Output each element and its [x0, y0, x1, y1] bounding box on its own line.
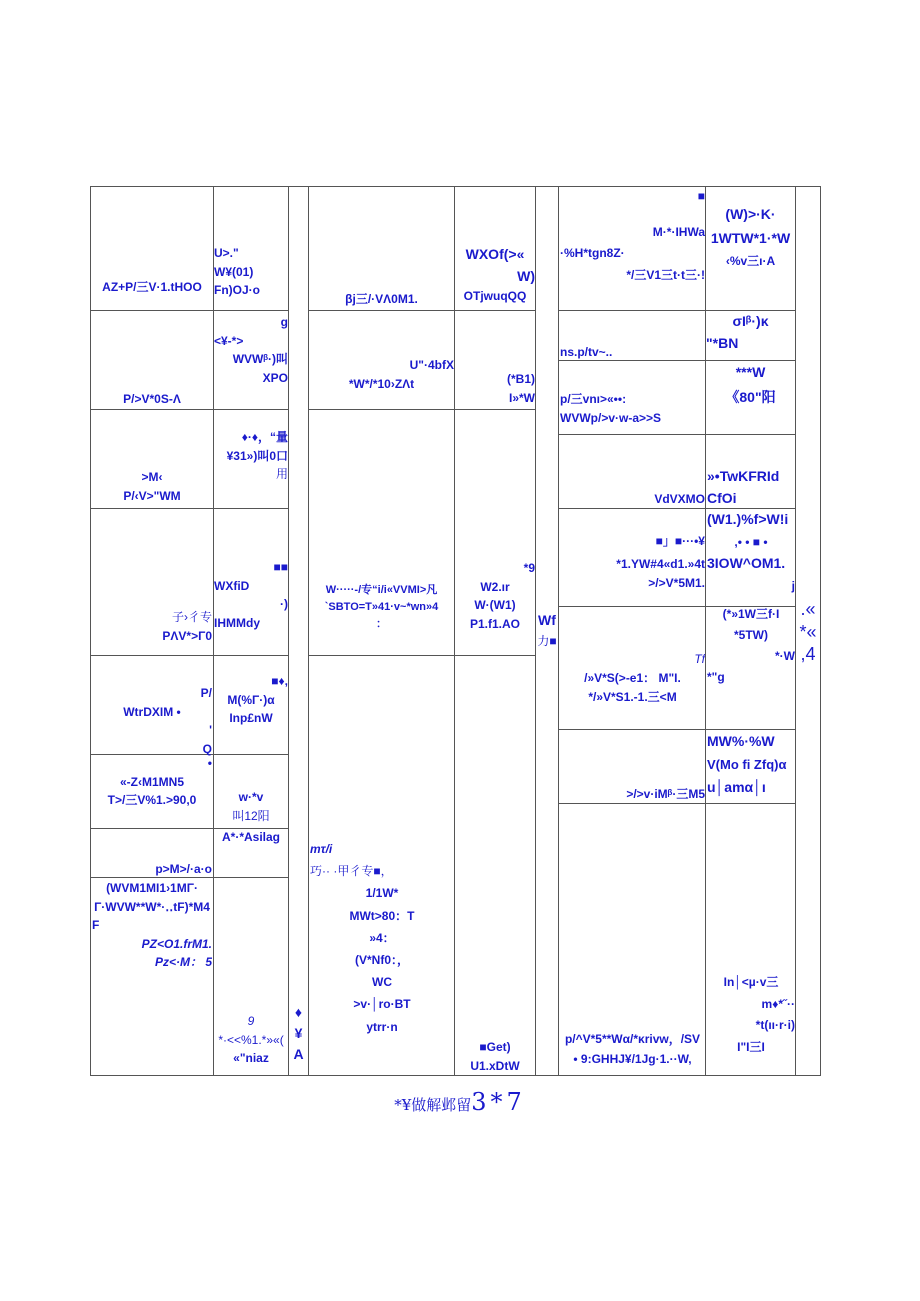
cell-text: V(Mo fi Zfq)α: [707, 756, 787, 772]
cell-text: U1.xDtW: [470, 1058, 520, 1073]
row-divider: [213, 310, 289, 311]
cell-text: ytrr·n: [366, 1019, 398, 1034]
table-cell: [455, 559, 535, 633]
cell-text: 《80"阳: [725, 388, 776, 405]
cell-text: VdVXMO: [654, 492, 705, 506]
row-divider: [308, 655, 536, 656]
cell-text: • 9:GHHJ¥/1Jg·1.··W,: [573, 1051, 692, 1066]
table-cell: [92, 879, 212, 972]
cell-text: WXOf(>«: [465, 246, 525, 262]
table-cell: [796, 598, 820, 666]
table-cell: [92, 390, 212, 409]
cell-text: Q: [202, 741, 212, 756]
cell-text: Γ·WVW**W*·‥tF)*M4: [94, 899, 210, 914]
cell-text: 用: [275, 467, 288, 482]
table-cell: [560, 343, 705, 362]
table-cell: [309, 582, 454, 633]
cell-text: >v·│ro·BT: [353, 997, 411, 1012]
cell-text: ¥31»)叫0口: [226, 448, 288, 463]
cell-text: •: [207, 756, 212, 770]
cell-text: A: [293, 1046, 304, 1062]
row-divider: [90, 828, 214, 829]
cell-text: ‹%v三ı·A: [725, 253, 776, 268]
table-cell: [92, 278, 212, 297]
cell-text: (*B1): [506, 372, 535, 386]
table-cell: [560, 650, 705, 708]
cell-text: .«: [800, 599, 816, 619]
cell-text: WtrDXIM •: [123, 704, 181, 719]
cell-text: W2.ır: [480, 579, 510, 594]
cell-text: ■♦,: [271, 674, 288, 688]
table-cell: [455, 244, 535, 306]
table-cell: [214, 313, 288, 387]
page-footer: [0, 1088, 920, 1116]
cell-text: >/>V*5M1.: [648, 576, 705, 591]
column-divider: [558, 186, 559, 1076]
cell-text: ***W: [735, 364, 766, 380]
cell-text: *«: [799, 621, 817, 642]
cell-text: u│amα│ı: [707, 778, 766, 795]
cell-text: W·····-/专“i/i«VVMI>凡: [325, 584, 438, 596]
cell-text: 1/1W*: [365, 886, 399, 901]
cell-text: Tf: [694, 652, 705, 666]
row-divider: [213, 877, 289, 878]
table-cell: [214, 828, 288, 847]
cell-text: W¥(01): [214, 264, 254, 279]
cell-text: ♦: [294, 1004, 303, 1020]
cell-text: p/^V*5**Wα/*κrivw，/SV: [564, 1032, 701, 1046]
cell-text: 1WTW*1·*W: [710, 229, 791, 246]
cell-text: W·(W1): [474, 598, 516, 613]
row-divider: [705, 803, 796, 804]
cell-text: 力■: [537, 633, 557, 648]
table-cell: [92, 608, 212, 645]
table-cell: [455, 370, 535, 407]
table-cell: [309, 290, 454, 309]
table-cell: [536, 610, 558, 650]
cell-text: mτ/i: [310, 842, 333, 856]
table-cell: [92, 684, 212, 758]
table-cell: [707, 508, 795, 596]
cell-text: MWt>80：T: [349, 908, 415, 923]
table-cell: [92, 754, 212, 810]
cell-text: P1.f1.AO: [469, 616, 520, 631]
cell-text: /»V*S(>-e1： M"I.: [584, 671, 681, 686]
cell-text: *·<<%1.*»«(: [218, 1032, 284, 1047]
cell-text: M(%Γ·)α: [227, 692, 275, 707]
cell-text: ,• • ■ •: [734, 534, 768, 549]
cell-text: "*BN: [706, 334, 739, 351]
cell-text: >M‹: [141, 470, 163, 484]
cell-text: ■」■···•¥: [655, 534, 705, 548]
table-cell: [214, 558, 288, 632]
cell-text: (*»1W三f·I: [722, 607, 780, 621]
cell-text: WXfiD: [214, 578, 250, 593]
table-cell: [214, 672, 288, 728]
cell-text: ■: [697, 189, 705, 203]
row-divider: [213, 508, 289, 509]
cell-text: *1.YW#4«d1.»4t: [616, 557, 705, 572]
row-divider: [558, 434, 706, 435]
table-cell: [92, 860, 212, 879]
table-cell: [560, 1030, 705, 1070]
cell-text: ns.p/tv~..: [560, 345, 613, 359]
row-divider: [213, 409, 289, 410]
table-cell: [289, 1002, 308, 1065]
table-cell: [455, 1038, 535, 1075]
cell-text: <¥-*>: [214, 333, 244, 348]
table-cell: [309, 356, 454, 393]
cell-text: (V*Nf0：，: [354, 952, 409, 967]
table-cell: [707, 730, 795, 800]
row-divider: [308, 409, 536, 410]
cell-text: Pz<·M： 5: [154, 955, 212, 970]
cell-text: WC: [372, 975, 392, 990]
cell-text: U>.": [214, 246, 239, 260]
cell-text: WVWp/>v·w-a>>S: [560, 411, 662, 426]
table-cell: [706, 360, 795, 409]
cell-text: σIᵝ·)κ: [732, 313, 769, 329]
cell-text: U"·4bfX: [409, 358, 454, 372]
footer-text: *¥做解邺留: [394, 1096, 472, 1114]
table-border-top: [90, 186, 821, 187]
cell-text: MW%·%W: [707, 733, 775, 749]
table-cell: [214, 244, 288, 300]
cell-text: P/: [200, 686, 212, 700]
table-cell: [214, 428, 288, 484]
cell-text: ♦·♦，“量: [241, 430, 288, 444]
cell-text: *"g: [707, 670, 725, 684]
cell-text: PZ<O1.frM1.: [141, 936, 212, 951]
cell-text: W): [517, 267, 535, 284]
table-cell: [707, 972, 795, 1058]
cell-text: p/三vnı>«••:: [560, 392, 627, 406]
cell-text: ·%H*tgn8Z·: [560, 246, 625, 261]
table-cell: [560, 532, 705, 594]
cell-text: *W*/*10›ZΛt: [348, 376, 415, 391]
cell-text: 巧·· ·甲彳专■，: [310, 864, 393, 879]
row-divider: [558, 310, 706, 311]
table-cell: [214, 1012, 288, 1068]
cell-text: «"niaz: [233, 1051, 269, 1066]
cell-text: Fn)OJ·o: [214, 283, 260, 298]
cell-text: I"I三I: [737, 1039, 765, 1054]
cell-text: `SBTO=T»41·v~*wn»4: [324, 601, 439, 614]
cell-text: P/>V*0S-Λ: [123, 392, 181, 406]
cell-text: ■■: [273, 560, 288, 574]
cell-text: A*·*Asilag: [221, 830, 280, 844]
cell-text: */»V*S1.-1.三<M: [588, 690, 677, 705]
cell-text: */三V1三t·t三·!: [626, 267, 705, 282]
table-cell: [560, 186, 705, 286]
table-cell: [92, 468, 212, 505]
cell-text: ': [209, 723, 212, 738]
table-border-left: [90, 186, 91, 1076]
cell-text: In│<µ·v三: [723, 975, 779, 989]
cell-text: CfOi: [707, 489, 737, 506]
row-divider: [90, 310, 214, 311]
cell-text: ·): [280, 597, 288, 612]
table-cell: [560, 785, 705, 804]
cell-text: *5TW): [734, 628, 768, 642]
cell-text: 3IOW^OM1.: [707, 555, 786, 572]
cell-text: (WVM1MI1›1MΓ·: [106, 881, 198, 895]
cell-text: ¥: [294, 1025, 303, 1041]
row-divider: [90, 655, 214, 656]
cell-text: I»*W: [508, 390, 535, 405]
cell-text: 9: [247, 1014, 255, 1028]
column-divider: [288, 186, 289, 1076]
row-divider: [213, 655, 289, 656]
cell-text: F: [92, 918, 100, 933]
cell-text: AZ+P/三V·1.tHOO: [102, 280, 202, 294]
cell-text: P/‹V>"WM: [123, 488, 181, 503]
cell-text: ：: [376, 618, 387, 631]
row-divider: [90, 508, 214, 509]
footer-page-number: 3*7: [471, 1088, 526, 1116]
cell-text: >/>v·iMᵝ·三M5: [626, 787, 705, 801]
cell-text: w·*v: [238, 790, 264, 804]
cell-text: ,4: [800, 644, 816, 664]
cell-text: (W1.)%f>W!i: [707, 511, 789, 527]
cell-text: IHMMdy: [214, 615, 260, 630]
cell-text: *t(ıı·r·i): [755, 1018, 795, 1033]
cell-text: m♦*˝··: [761, 996, 795, 1011]
cell-text: j: [791, 578, 795, 593]
cell-text: Inp£nW: [229, 711, 273, 726]
table-cell: [707, 466, 795, 509]
cell-text: (W)>·K·: [725, 206, 776, 222]
cell-text: T>/三V%1.>90,0: [107, 793, 197, 808]
cell-text: WVWᵝ·)叫: [232, 352, 288, 367]
cell-text: M·*·IHWa: [652, 224, 705, 239]
table-cell: [706, 203, 795, 271]
row-divider: [308, 310, 536, 311]
cell-text: XPO: [262, 370, 288, 385]
table-cell: [706, 311, 795, 354]
table-cell: [560, 390, 705, 428]
table-cell: [707, 604, 795, 688]
cell-text: 子›彳专: [172, 610, 212, 624]
cell-text: »4：: [369, 930, 395, 945]
row-divider: [705, 434, 796, 435]
table-border-right: [820, 186, 821, 1076]
cell-text: p>M>/·a·o: [155, 862, 212, 876]
cell-text: βj三/·VΛ0M1.: [345, 292, 418, 306]
table-cell: [214, 788, 288, 825]
row-divider: [558, 606, 706, 607]
cell-text: ■Get): [479, 1040, 511, 1054]
row-divider: [90, 409, 214, 410]
row-divider: [558, 729, 706, 730]
cell-text: »•TwKFRId: [707, 468, 780, 484]
row-divider: [213, 754, 289, 755]
table-cell: [560, 490, 705, 509]
cell-text: PΛV*>Γ0: [162, 628, 212, 643]
cell-text: «-Z‹M1MN5: [119, 774, 184, 789]
table-cell: [310, 838, 454, 1038]
cell-text: *9: [523, 561, 535, 575]
cell-text: g: [280, 315, 288, 329]
cell-text: 叫12阳: [232, 808, 270, 823]
cell-text: OTjwuqQQ: [463, 289, 527, 304]
cell-text: Wf: [538, 612, 556, 628]
cell-text: *·W: [775, 649, 795, 663]
